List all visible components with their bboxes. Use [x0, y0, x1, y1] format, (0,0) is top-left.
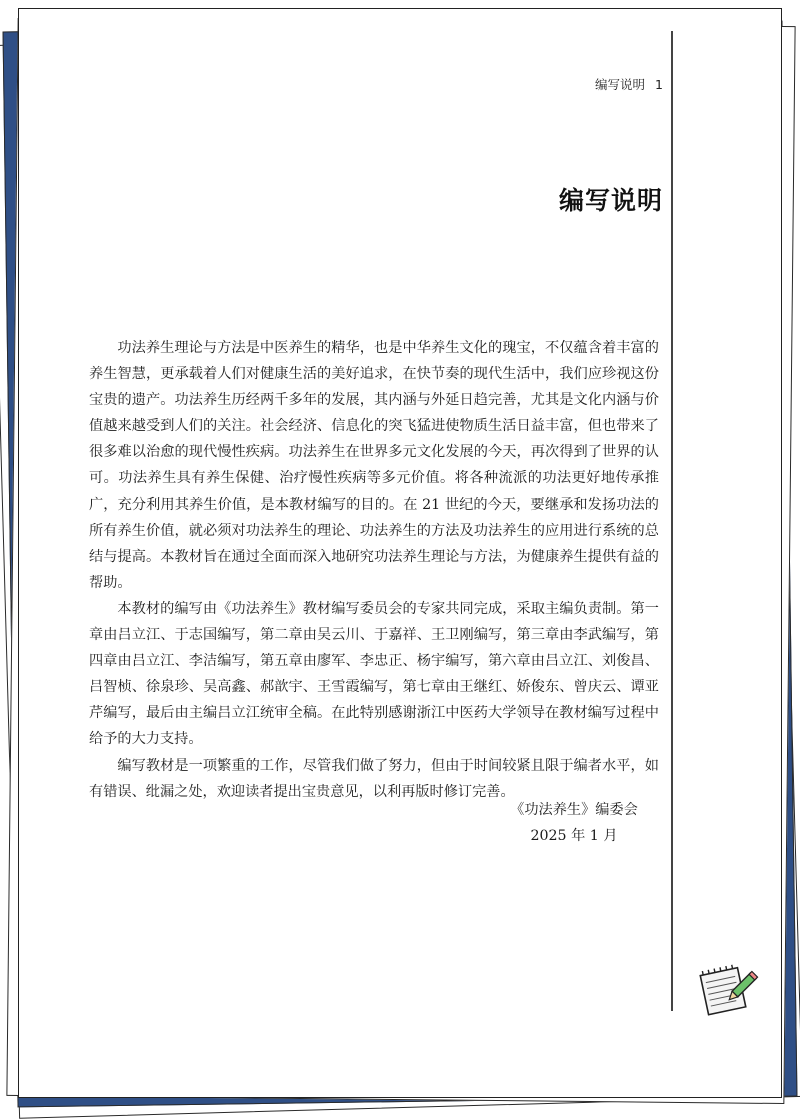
- running-header: [579, 75, 663, 93]
- committee-name: 《功法养生》编委会: [510, 802, 638, 818]
- paragraph: 编写教材是一项繁重的工作，尽管我们做了努力，但由于时间较紧且限于编者水平，如有错误、纰漏之处，欢迎读者提出宝贵意见，以利再版时修订完善。: [89, 757, 659, 800]
- page-number: 1: [655, 77, 663, 92]
- running-title: 编写说明: [595, 77, 646, 92]
- body-text: [89, 335, 659, 805]
- signature-block: [489, 797, 659, 849]
- margin-rule: [671, 31, 673, 1011]
- notepad-pencil-icon: [694, 959, 764, 1019]
- paragraph: 功法养生理论与方法是中医养生的精华，也是中华养生文化的瑰宝，不仅蕴含着丰富的养生智慧，更承载着人们对健康生活的美好追求，在快节奏的现代生活中，我们应珍视这份宝贵的遗产。功法养生历经两千多年的发展，其内涵与外延日趋完善，尤其是文化内涵与价值越来越受到人们的关注。社会经济、信息化的突飞猛进使物质生活日益丰富，但也带来了很多难以治愈的现代慢性疾病。功法养生在世界多元文化发展的今天，再次得到了世界的认可。功法养生具有养生保健、治疗慢性疾病等多元价值。将各种流派的功法更好地传承推广，充分利用其养生价值，是本教材编写的目的。在 21 世纪的今天，要继承和发扬功法的所有养生价值，就必须对功法养生的理论、功法养生的方法及功法养生的应用进行系统的总结与提高。本教材旨在通过全面而深入地研究功法养生理论与方法，为健康养生提供有益的帮助。: [89, 340, 659, 591]
- signature-date: 2025 年 1 月: [530, 828, 618, 844]
- page-title: 编写说明: [558, 186, 663, 215]
- paragraph: 本教材的编写由《功法养生》教材编写委员会的专家共同完成，采取主编负责制。第一章由吕立江、于志国编写，第二章由吴云川、于嘉祥、王卫刚编写，第三章由李武编写，第四章由吕立江、李洁编写，第五章由廖军、李忠正、杨宇编写，第六章由吕立江、刘俊昌、吕智桢、徐泉珍、吴高鑫、郝歆宇、王雪霞编写，第七章由王继红、娇俊东、曾庆云、谭亚芹编写，最后由主编吕立江统审全稿。在此特别感谢浙江中医药大学领导在教材编写过程中给予的大力支持。: [89, 600, 659, 748]
- document-page: [18, 8, 782, 1098]
